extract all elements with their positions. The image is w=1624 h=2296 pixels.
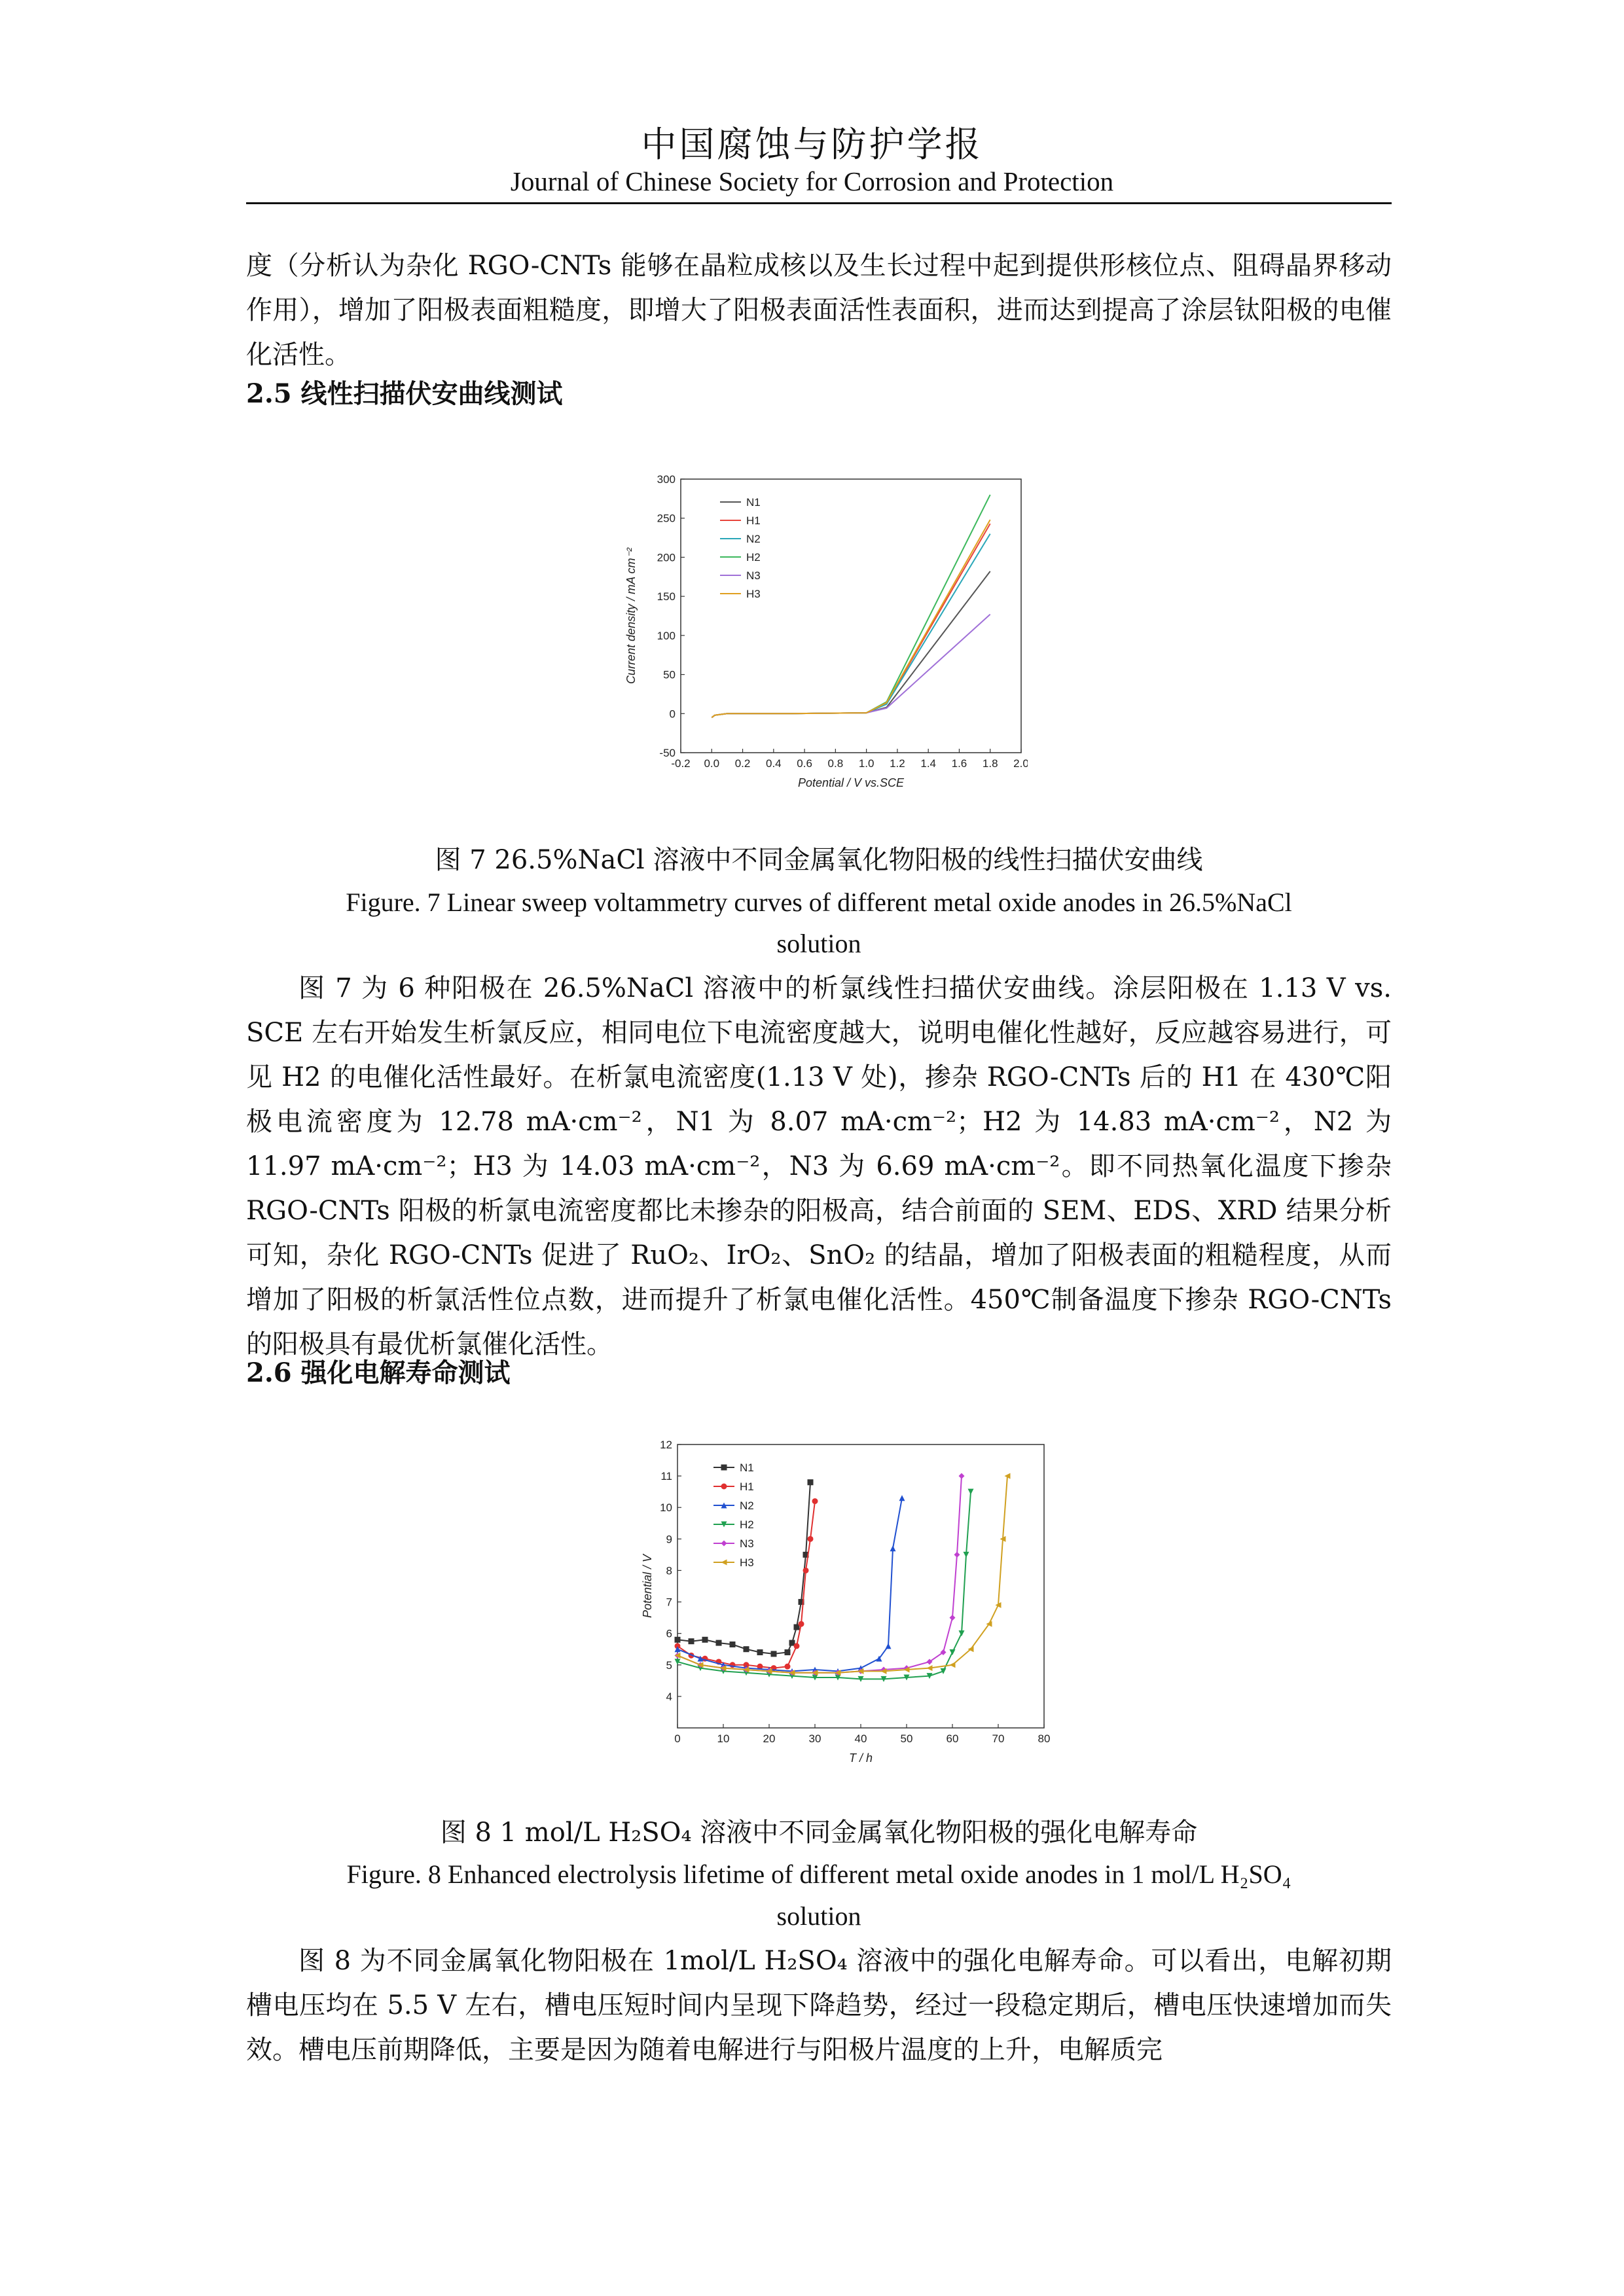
data-point-n2 — [890, 1545, 896, 1551]
data-point-h2 — [968, 1489, 974, 1495]
data-point-n1 — [744, 1646, 749, 1652]
data-point-h1 — [812, 1498, 818, 1504]
legend-marker-h3 — [721, 1560, 727, 1566]
data-point-n1 — [675, 1637, 681, 1643]
x-tick-label: 0.4 — [765, 757, 782, 770]
data-point-n1 — [757, 1649, 763, 1655]
figure-7-chart — [615, 473, 1028, 813]
data-point-h2 — [964, 1552, 969, 1558]
legend-label-h3: H3 — [746, 588, 761, 600]
section-heading-2-5: 2.5 线性扫描伏安曲线测试 — [246, 378, 563, 409]
y-axis-label: Potential / V — [641, 1554, 654, 1619]
lsv-chart-svg — [615, 473, 1028, 813]
legend-label-h2: H2 — [740, 1518, 754, 1531]
x-axis-label: Potential / V vs.SCE — [797, 776, 905, 789]
legend-label-h3: H3 — [740, 1556, 754, 1569]
x-tick-label: 80 — [1038, 1732, 1051, 1745]
y-tick-label: 12 — [660, 1439, 672, 1451]
paragraph-3: 图 8 为不同金属氧化物阳极在 1mol/L H₂SO₄ 溶液中的强化电解寿命。可以看出，电解初期槽电压均在 5.5 V 左右，槽电压短时间内呈现下降趋势，经过一段稳定期后，槽电压快速增加而失效。槽电压前期降低，主要是因为随着电解进行与阳极片温度的上升，电解质完 — [246, 1946, 1392, 2065]
x-tick-label: 0 — [674, 1732, 681, 1745]
figure-8-chart — [638, 1437, 1051, 1790]
data-point-h3 — [950, 1662, 956, 1668]
y-tick-label: 8 — [666, 1564, 672, 1577]
figure-7-caption-cn: 图 7 26.5%NaCl 溶液中不同金属氧化物阳极的线性扫描伏安曲线 — [435, 845, 1203, 875]
x-tick-label: 0.6 — [797, 757, 812, 770]
data-point-n2 — [886, 1643, 892, 1649]
x-tick-label: 20 — [763, 1732, 776, 1745]
x-tick-label: 60 — [946, 1732, 959, 1745]
x-tick-label: 70 — [992, 1732, 1005, 1745]
paragraph-2: 图 7 为 6 种阳极在 26.5%NaCl 溶液中的析氯线性扫描伏安曲线。涂层阳极在 1.13 V vs. SCE 左右开始发生析氯反应，相同电位下电流密度越大，说明电催化性越好，反应越容易进行，可见 H2 的电催化活性最好。在析氯电流密度(1.13 V 处)，掺杂 RGO-CNTs 后的 H1 在 430℃阳极电流密度为 12.78 mA·cm⁻²，N1 为 8.07 mA·cm⁻²；H2 为 14.83 mA·cm⁻²，N2 为 11.97 mA·cm⁻²；H3 为 14.03 mA·cm⁻²，N3 为 6.69 mA·cm⁻²。即不同热氧化温度下掺杂 RGO-CNTs 阳极的析氯电流密度都比未掺杂的阳极高，结合前面的 SEM、EDS、XRD 结果分析可知，杂化 RGO-CNTs 促进了 RuO₂、IrO₂、SnO₂ 的结晶，增加了阳极表面的粗糙程度，从而增加了阳极的析氯活性位点数，进而提升了析氯电催化活性。450℃制备温度下掺杂 RGO-CNTs 的阳极具有最优析氯催化活性。 — [246, 973, 1392, 1359]
legend-label-n2: N2 — [740, 1499, 754, 1512]
data-point-n1 — [771, 1651, 777, 1657]
y-tick-label: 10 — [660, 1501, 672, 1515]
y-tick-label: 5 — [666, 1659, 672, 1672]
x-tick-label: -0.2 — [671, 757, 691, 770]
series-line-h2 — [712, 495, 990, 717]
series-line-n3 — [712, 615, 990, 718]
data-point-n1 — [808, 1479, 814, 1485]
y-tick-label: 100 — [657, 629, 676, 642]
x-tick-label: 2.0 — [1013, 757, 1028, 770]
data-point-n1 — [689, 1638, 695, 1644]
x-tick-label: 0.8 — [827, 757, 844, 770]
y-tick-label: 0 — [669, 708, 676, 721]
y-tick-label: 11 — [660, 1470, 672, 1483]
data-point-n1 — [730, 1641, 736, 1647]
legend-label-n1: N1 — [746, 496, 761, 509]
data-point-h2 — [950, 1649, 956, 1655]
data-point-n3 — [959, 1473, 965, 1479]
y-tick-label: -50 — [659, 747, 676, 759]
legend-marker-n3 — [721, 1541, 727, 1547]
x-tick-label: 1.4 — [920, 757, 937, 770]
y-tick-label: 200 — [657, 551, 676, 564]
data-point-h1 — [803, 1568, 809, 1573]
x-tick-label: 30 — [808, 1732, 821, 1745]
data-point-n1 — [702, 1637, 708, 1643]
legend-label-n3: N3 — [740, 1537, 754, 1550]
y-tick-label: 7 — [666, 1596, 672, 1609]
header-divider — [246, 202, 1392, 204]
y-tick-label: 6 — [666, 1627, 672, 1640]
y-tick-label: 4 — [666, 1690, 672, 1703]
y-tick-label: 50 — [663, 668, 676, 681]
paragraph-1: 度（分析认为杂化 RGO-CNTs 能够在晶粒成核以及生长过程中起到提供形核位点、阻碍晶界移动作用），增加了阳极表面粗糙度，即增大了阳极表面活性表面积，进而达到提高了涂层钛阳极的电催化活性。 — [246, 251, 1392, 370]
data-point-n2 — [899, 1495, 905, 1501]
legend-label-h1: H1 — [746, 514, 761, 527]
x-tick-label: 0.2 — [734, 757, 751, 770]
x-tick-label: 50 — [900, 1732, 913, 1745]
series-line-h3 — [712, 520, 990, 717]
data-point-h3 — [927, 1665, 933, 1671]
data-point-h1 — [799, 1621, 804, 1627]
data-point-h2 — [959, 1630, 965, 1636]
legend-marker-h1 — [721, 1484, 727, 1490]
data-point-n1 — [716, 1640, 722, 1646]
data-point-n3 — [950, 1615, 956, 1621]
lifetime-chart-svg — [638, 1437, 1051, 1790]
legend-label-n2: N2 — [746, 533, 761, 545]
legend-label-n1: N1 — [740, 1462, 754, 1474]
legend-label-n3: N3 — [746, 569, 761, 582]
y-tick-label: 250 — [657, 512, 676, 525]
x-tick-label: 40 — [854, 1732, 867, 1745]
data-point-h2 — [941, 1668, 947, 1674]
x-tick-label: 1.6 — [951, 757, 967, 770]
data-point-n3 — [954, 1552, 960, 1558]
series-line-h2 — [677, 1492, 971, 1679]
legend-marker-n1 — [721, 1465, 727, 1471]
y-axis-label: Current density / mA cm⁻² — [624, 548, 638, 684]
legend-label-h1: H1 — [740, 1480, 754, 1493]
x-tick-label: 0.0 — [704, 757, 720, 770]
figure-7-caption-en-line2: solution — [776, 929, 861, 958]
y-tick-label: 9 — [666, 1533, 672, 1546]
data-point-n1 — [785, 1649, 791, 1655]
data-point-h1 — [808, 1536, 814, 1542]
y-tick-label: 300 — [657, 473, 676, 486]
figure-8-caption-en-line2: solution — [776, 1901, 861, 1931]
y-tick-label: 150 — [657, 590, 676, 603]
section-heading-2-6: 2.6 强化电解寿命测试 — [246, 1357, 511, 1388]
x-tick-label: 1.8 — [982, 757, 998, 770]
journal-title-en: Journal of Chinese Society for Corrosion and Protection — [510, 166, 1114, 196]
journal-title-cn: 中国腐蚀与防护学报 — [641, 124, 983, 165]
x-tick-label: 1.2 — [890, 757, 905, 770]
data-point-h1 — [794, 1643, 800, 1649]
x-axis-label: T / h — [848, 1751, 873, 1765]
figure-7-caption-en-line1: Figure. 7 Linear sweep voltammetry curves of different metal oxide anodes in 26.5%NaCl — [346, 888, 1292, 917]
data-point-h1 — [785, 1664, 791, 1670]
figure-8-caption-en-line1: Figure. 8 Enhanced electrolysis lifetime of different metal oxide anodes in 1 mol/L H₂SO₄ — [346, 1859, 1291, 1889]
legend-label-h2: H2 — [746, 551, 761, 564]
figure-8-caption-cn: 图 8 1 mol/L H₂SO₄ 溶液中不同金属氧化物阳极的强化电解寿命 — [440, 1818, 1198, 1848]
x-tick-label: 1.0 — [858, 757, 875, 770]
x-tick-label: 10 — [717, 1732, 730, 1745]
